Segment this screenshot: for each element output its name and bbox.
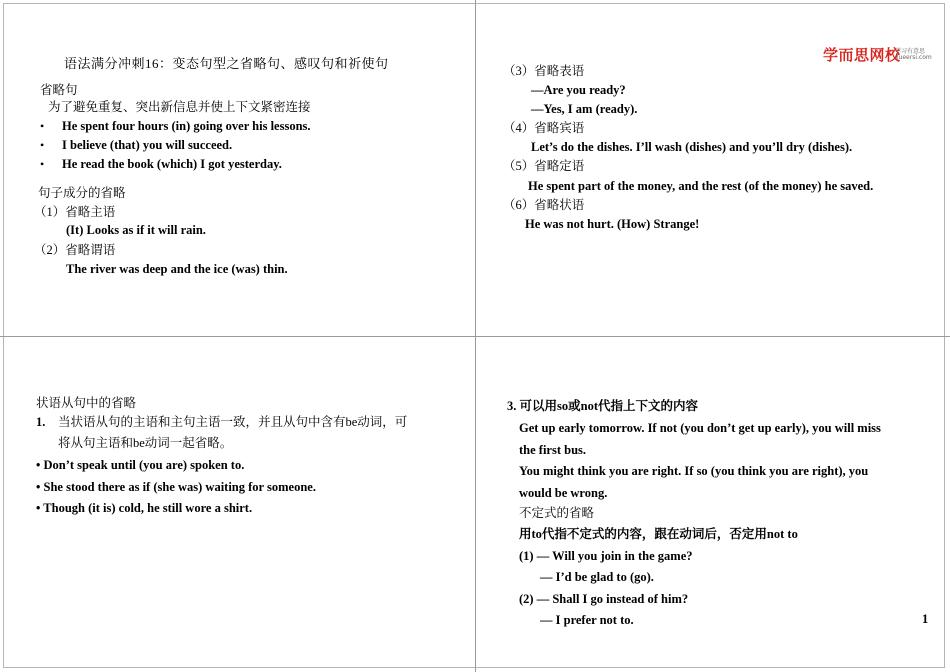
example-sentence: You might think you are right. If so (you think you are right), you bbox=[519, 464, 869, 478]
item-label: （6）省略状语 bbox=[503, 198, 585, 212]
dialogue-question: (2) — Shall I go instead of him? bbox=[519, 592, 689, 606]
example-sentence: The river was deep and the ice (was) thin. bbox=[66, 262, 288, 276]
example-sentence: (It) Looks as if it will rain. bbox=[66, 223, 206, 237]
example-sentence: would be wrong. bbox=[519, 486, 608, 500]
item-label: （1）省略主语 bbox=[34, 205, 116, 219]
rule-text: 当状语从句的主语和主句主语一致，并且从句中含有be动词，可 bbox=[58, 415, 408, 429]
bullet-item: He spent four hours (in) going over his lessons. bbox=[62, 119, 311, 133]
rule-text: 将从句主语和be动词一起省略。 bbox=[58, 436, 233, 450]
bullet-dot: • bbox=[40, 138, 45, 152]
item-label: （2）省略谓语 bbox=[34, 243, 116, 257]
item-label: （3）省略表语 bbox=[503, 64, 585, 78]
item-label: （4）省略宾语 bbox=[503, 121, 585, 135]
sub-heading: 不定式的省略 bbox=[519, 506, 595, 520]
dialogue-question: (1) — Will you join in the game? bbox=[519, 549, 693, 563]
logo-text: 学而思网校 bbox=[823, 46, 901, 64]
bullet-item: • Though (it is) cold, he still wore a shirt. bbox=[36, 501, 253, 515]
example-sentence: Let’s do the dishes. I’ll wash (dishes) and you’ll dry (dishes). bbox=[531, 140, 853, 154]
logo-url: xueersi.com bbox=[895, 54, 932, 61]
bullet-item: • She stood there as if (she was) waiting for someone. bbox=[36, 480, 316, 494]
intro-text: 为了避免重复、突出新信息并使上下文紧密连接 bbox=[48, 100, 311, 114]
rule-text: 用to代指不定式的内容，跟在动词后，否定用not to bbox=[519, 527, 798, 541]
dialogue-answer: — I’d be glad to (go). bbox=[540, 570, 654, 584]
example-sentence: Get up early tomorrow. If not (you don’t get up early), you will miss bbox=[519, 421, 881, 435]
horizontal-divider bbox=[0, 336, 950, 337]
bullet-dot: • bbox=[40, 157, 45, 171]
example-sentence: —Yes, I am (ready). bbox=[531, 102, 638, 116]
bullet-item: • Don’t speak until (you are) spoken to. bbox=[36, 458, 245, 472]
example-sentence: —Are you ready? bbox=[531, 83, 626, 97]
example-sentence: He was not hurt. (How) Strange! bbox=[525, 217, 700, 231]
page-number: 1 bbox=[922, 612, 929, 626]
item-label: （5）省略定语 bbox=[503, 159, 585, 173]
xueersi-logo bbox=[823, 44, 932, 65]
example-sentence: He spent part of the money, and the rest (of the money) he saved. bbox=[528, 179, 874, 193]
section-heading: 省略句 bbox=[40, 83, 78, 97]
bullet-item: I believe (that) you will succeed. bbox=[62, 138, 233, 152]
logo-tagline: 学习有意思 bbox=[895, 48, 926, 55]
bullet-item: He read the book (which) I got yesterday. bbox=[62, 157, 282, 171]
example-sentence: the first bus. bbox=[519, 443, 587, 457]
dialogue-answer: — I prefer not to. bbox=[540, 613, 634, 627]
section-heading: 3. 可以用so或not代指上下文的内容 bbox=[507, 399, 698, 413]
bullet-dot: • bbox=[40, 119, 45, 133]
sub-heading: 句子成分的省略 bbox=[38, 186, 126, 200]
slide-title: 语法满分冲刺16：变态句型之省略句、感叹句和祈使句 bbox=[64, 56, 389, 71]
rule-number: 1. bbox=[36, 415, 46, 429]
section-heading: 状语从句中的省略 bbox=[36, 396, 137, 410]
